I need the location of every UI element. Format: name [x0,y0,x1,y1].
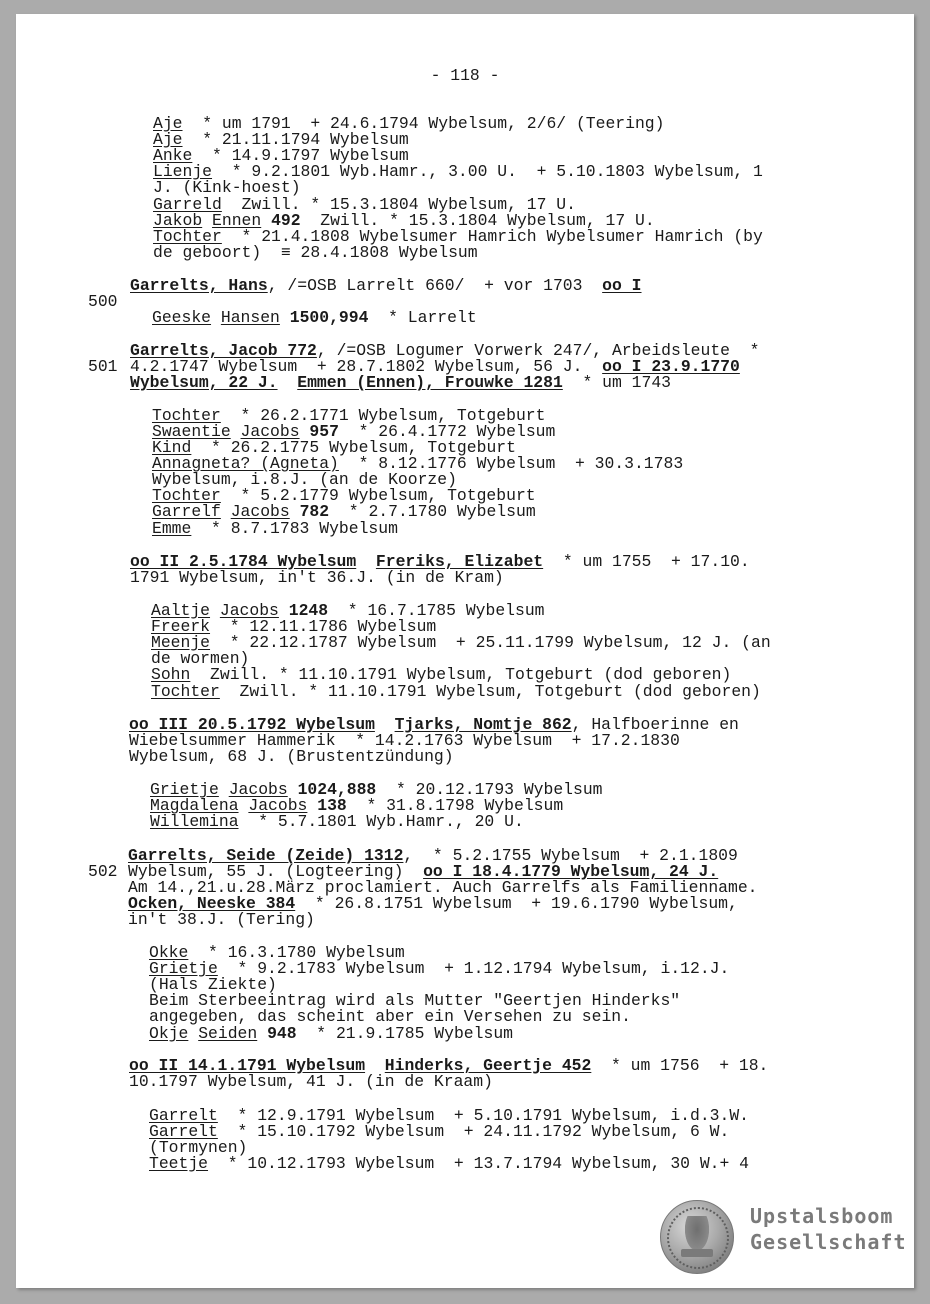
text-segment: 948 [267,1024,297,1043]
page-number: - 118 - [430,66,500,85]
text-line [152,310,477,326]
linked-name: Lienje [153,162,213,181]
text-segment [257,1024,267,1043]
linked-name: Tochter [153,227,222,246]
entry-number: 500 [88,292,118,311]
linked-name: Emme [152,519,192,538]
text-segment: J. (Kink-hoest) [153,178,301,197]
linked-name: Tochter [152,486,221,505]
text-segment: Zwill. * 11.10.1791 Wybelsum, Totgeburt (dod geboren) [190,665,732,684]
text-segment: Wybelsum, i.8.J. (an de Koorze) [152,470,457,489]
text-segment: * 14.9.1797 Wybelsum [192,146,409,165]
linked-name: Aaltje [151,601,211,620]
text-line [150,814,524,830]
linked-name: Ocken, Neeske 384 [128,894,296,913]
text-line [149,1156,749,1172]
linked-name: Garrelf [152,502,221,521]
society-logo [660,1200,907,1280]
text-line [128,912,315,928]
text-segment: * 16.3.1780 Wybelsum [188,943,405,962]
text-line [151,667,731,683]
linked-name: Garrelts, Jacob 772 [130,341,317,360]
linked-name: oo II 14.1.1791 Wybelsum [129,1056,366,1075]
text-segment: , Halfboerinne en [571,715,739,734]
text-segment: 492 [271,211,301,230]
text-segment: 4.2.1747 Wybelsum + 28.7.1802 Wybelsum, 56 J. [130,357,603,376]
document-page [16,14,914,1288]
text-segment: Beim Sterbeeintrag wird als Mutter "Geertjen Hinderks" [149,991,681,1010]
text-segment: * 8.7.1783 Wybelsum [191,519,398,538]
linked-name: Garrelts, Hans [130,276,268,295]
text-segment: * 9.2.1801 Wyb.Hamr., 3.00 U. + 5.10.1803 Wybelsum, 1 [212,162,763,181]
text-segment: * 10.12.1793 Wybelsum + 13.7.1794 Wybelsum, 30 W.+ 4 [208,1154,750,1173]
linked-name: Jacobs [240,422,300,441]
text-segment: * 9.2.1783 Wybelsum + 1.12.1794 Wybelsum, i.12.J. [217,959,730,978]
linked-name: Annagneta? (Agneta) [152,454,339,473]
text-segment: 1024,888 [297,780,377,799]
linked-name: Sohn [151,665,191,684]
text-segment: * 5.7.1801 Wyb.Hamr., 20 U. [238,812,524,831]
linked-name: Meenje [151,633,211,652]
linked-name: Wybelsum, 22 J. [130,373,278,392]
text-segment: * 31.8.1798 Wybelsum [346,796,564,815]
text-segment: Zwill. * 15.3.1804 Wybelsum, 17 U. [300,211,655,230]
text-line [130,278,642,294]
text-segment: 957 [309,422,339,441]
linked-name: Jacobs [228,780,288,799]
linked-name: Okje [149,1024,189,1043]
linked-name: Tochter [151,682,220,701]
linked-name: oo I 18.4.1779 Wybelsum, 24 J. [423,862,719,881]
linked-name: oo III 20.5.1792 Wybelsum [129,715,375,734]
entry-number: 501 [88,357,118,376]
text-segment: * um 1791 + 24.6.1794 Wybelsum, 2/6/ (Teering) [182,114,665,133]
text-segment: * 16.7.1785 Wybelsum [328,601,545,620]
text-segment: * 8.12.1776 Wybelsum + 30.3.1783 [338,454,684,473]
text-line [153,245,478,261]
linked-name: oo I [602,276,642,295]
linked-name: Garreld [153,195,222,214]
linked-name: Ennen [212,211,262,230]
text-segment: 1791 Wybelsum, in't 36.J. (in de Kram) [130,568,504,587]
text-segment: (Tormynen) [149,1138,248,1157]
text-segment: in't 38.J. (Tering) [128,910,315,929]
linked-name: Tochter [152,406,221,425]
linked-name: Aje [153,114,183,133]
linked-name: Aje [153,130,183,149]
linked-name: Swaentie [152,422,231,441]
text-segment: * um 1743 [562,373,672,392]
text-segment: (Hals Ziekte) [149,975,277,994]
linked-name: Okke [149,943,189,962]
linked-name: Kind [152,438,192,457]
seal-emblem-icon [660,1200,734,1274]
linked-name: Teetje [149,1154,209,1173]
text-segment: 1248 [288,601,329,620]
text-segment: 138 [317,796,347,815]
linked-name: Jacobs [230,502,290,521]
text-segment: * 22.12.1787 Wybelsum + 25.11.1799 Wybelsum, 12 J. (an [210,633,771,652]
text-line [130,570,504,586]
linked-name: oo I 23.9.1770 [602,357,740,376]
linked-name: Hinderks, Geertje 452 [384,1056,592,1075]
text-line [130,375,671,391]
linked-name: Magdalena [150,796,239,815]
linked-name: Geeske [152,308,212,327]
text-line [152,504,536,520]
linked-name: Jakob [153,211,203,230]
text-segment [211,308,221,327]
text-segment: , * 5.2.1755 Wybelsum + 2.1.1809 [403,846,738,865]
linked-name: Garrelt [149,1106,218,1125]
linked-name: Tjarks, Nomtje 862 [394,715,572,734]
linked-name: Freriks, Elizabet [375,552,544,571]
entry-number: 502 [88,862,118,881]
text-line [151,684,761,700]
linked-name: Emmen (Ennen), Frouwke 1281 [297,373,563,392]
text-segment: 1500,994 [289,308,369,327]
linked-name: Hansen [220,308,280,327]
text-line [129,749,454,765]
text-segment: * Larrelt [368,308,477,327]
text-segment: * 26.4.1772 Wybelsum [338,422,556,441]
linked-name: Willemina [150,812,239,831]
linked-name: Freerk [151,617,211,636]
text-segment: Wybelsum, 68 J. (Brustentzündung) [129,747,454,766]
text-line [153,180,301,196]
linked-name: Jacobs [248,796,308,815]
text-segment: * 26.2.1771 Wybelsum, Totgeburt [220,406,546,425]
text-segment: * 12.9.1791 Wybelsum + 5.10.1791 Wybelsum, i.d.3.W. [217,1106,750,1125]
linked-name: Garrelt [149,1122,218,1141]
text-segment: * 21.4.1808 Wybelsumer Hamrich Wybelsumer Hamrich (by [221,227,763,246]
text-segment: * 26.8.1751 Wybelsum + 19.6.1790 Wybelsum, [295,894,738,913]
text-segment: * 21.9.1785 Wybelsum [296,1024,513,1043]
text-segment: Wybelsum, 55 J. (Logteering) [128,862,424,881]
text-segment: angegeben, das scheint aber ein Versehen zu sein. [149,1007,631,1026]
logo-text-line1: Upstalsboom [750,1204,894,1228]
text-segment: Zwill. * 11.10.1791 Wybelsum, Totgeburt (dod geboren) [219,682,761,701]
linked-name: Grietje [150,780,219,799]
text-segment: Zwill. * 15.3.1804 Wybelsum, 17 U. [221,195,576,214]
text-segment: * um 1755 + 17.10. [543,552,750,571]
text-segment: * 15.10.1792 Wybelsum + 24.11.1792 Wybelsum, 6 W. [217,1122,730,1141]
text-segment: * um 1756 + 18. [591,1056,769,1075]
text-segment: de geboort) ≡ 28.4.1808 Wybelsum [153,243,478,262]
linked-name: Garrelts, Seide (Zeide) 1312 [128,846,404,865]
text-line [149,1009,631,1025]
logo-text-line2: Gesellschaft [750,1230,907,1254]
linked-name: oo II 2.5.1784 Wybelsum [130,552,357,571]
text-segment [188,1024,198,1043]
linked-name: Anke [153,146,193,165]
text-segment: * 5.2.1779 Wybelsum, Totgeburt [220,486,536,505]
text-line [129,1074,493,1090]
linked-name: Grietje [149,959,218,978]
linked-name: Jacobs [219,601,279,620]
text-segment: , /=OSB Logumer Vorwerk 247/, Arbeidsleute * [316,341,760,360]
text-segment: 10.1797 Wybelsum, 41 J. (in de Kraam) [129,1072,493,1091]
text-segment: Am 14.,21.u.28.März proclamiert. Auch Garrelfs als Familienname. [128,878,758,897]
text-segment: * 2.7.1780 Wybelsum [329,502,536,521]
text-segment [280,308,290,327]
document-body [16,14,914,1288]
text-line [149,1026,513,1042]
text-segment: 782 [299,502,330,521]
text-line [152,521,398,537]
text-segment: * 20.12.1793 Wybelsum [376,780,603,799]
text-segment: Wiebelsummer Hammerik * 14.2.1763 Wybelsum + 17.2.1830 [129,731,680,750]
text-segment: * 26.2.1775 Wybelsum, Totgeburt [191,438,516,457]
text-segment: de wormen) [151,649,250,668]
text-segment: , /=OSB Larrelt 660/ + vor 1703 [267,276,603,295]
text-segment: * 21.11.1794 Wybelsum [182,130,409,149]
text-segment: * 12.11.1786 Wybelsum [210,617,437,636]
text-segment [278,373,298,392]
linked-name: Seiden [198,1024,258,1043]
